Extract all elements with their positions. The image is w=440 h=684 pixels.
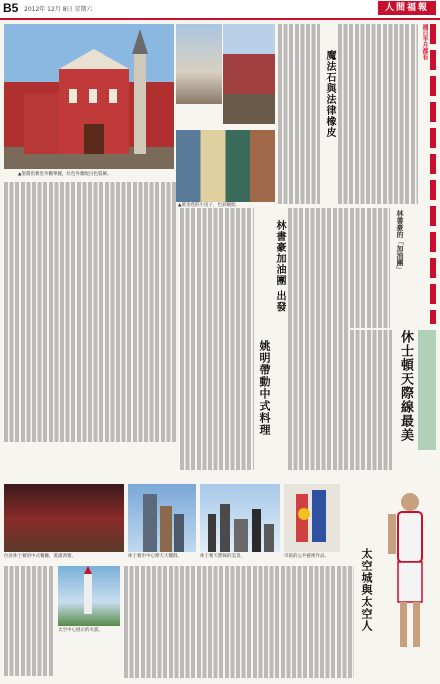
right-strip-text: 週日半月都有 [421, 24, 428, 60]
issue-date: 2012年 12月 8日 星期六 [24, 6, 93, 13]
page-header [0, 0, 440, 20]
magic-body-text [278, 24, 320, 204]
castle-photo [176, 24, 222, 104]
basketball-player-photo [380, 484, 436, 660]
right-body-text [350, 208, 390, 328]
church-photo [4, 24, 174, 169]
yao-headline: 姚明帶動中式料理 [258, 340, 271, 436]
sculpture-photo [284, 484, 340, 552]
street-caption: ▲黃金巷的小房子，色彩繽紛。 [178, 203, 240, 208]
nasa-caption: 太空中心展示的火箭。 [58, 628, 103, 633]
restaurant-caption: 位於休士頓的中式餐廳，裝潢典雅。 [4, 554, 76, 559]
skyline-photo [200, 484, 280, 552]
houston-watermark [418, 330, 436, 450]
houston-body-text [350, 330, 392, 470]
restaurant-photo [4, 484, 124, 552]
newspaper-logo: 人間福報 [378, 1, 436, 15]
houston-headline: 休士頓天際線最美 [398, 330, 413, 442]
church-caption: ▲聖喬治教堂外觀華麗，紅色外牆配白色裝飾。 [18, 172, 112, 177]
lin-subtitle: 林書豪的「加油團」 [396, 210, 404, 273]
towers-photo [128, 484, 196, 552]
left-body-text [4, 182, 176, 442]
towers-caption: 休士頓市中心摩天大樓群。 [128, 554, 182, 559]
magic-headline: 魔法石與法律橡皮 [324, 50, 335, 138]
magic-body-text-2 [338, 24, 418, 204]
street-photo [176, 130, 275, 202]
nasa-photo [58, 566, 120, 626]
right-accent-bar [430, 24, 436, 324]
middle-body-text-2 [288, 208, 348, 470]
middle-body-text [180, 208, 254, 470]
lin-headline: 林書豪加油團 出發 [274, 220, 285, 313]
sculpture-caption: 市區的公共藝術作品。 [284, 554, 329, 559]
page-number: B5 [3, 1, 19, 15]
bottom-body-text [124, 566, 354, 678]
bottom-left-text [4, 566, 54, 676]
skyline-caption: 休士頓天際線的美景。 [200, 554, 245, 559]
space-headline: 太空城與太空人 [360, 548, 373, 632]
tower-photo [223, 24, 275, 124]
